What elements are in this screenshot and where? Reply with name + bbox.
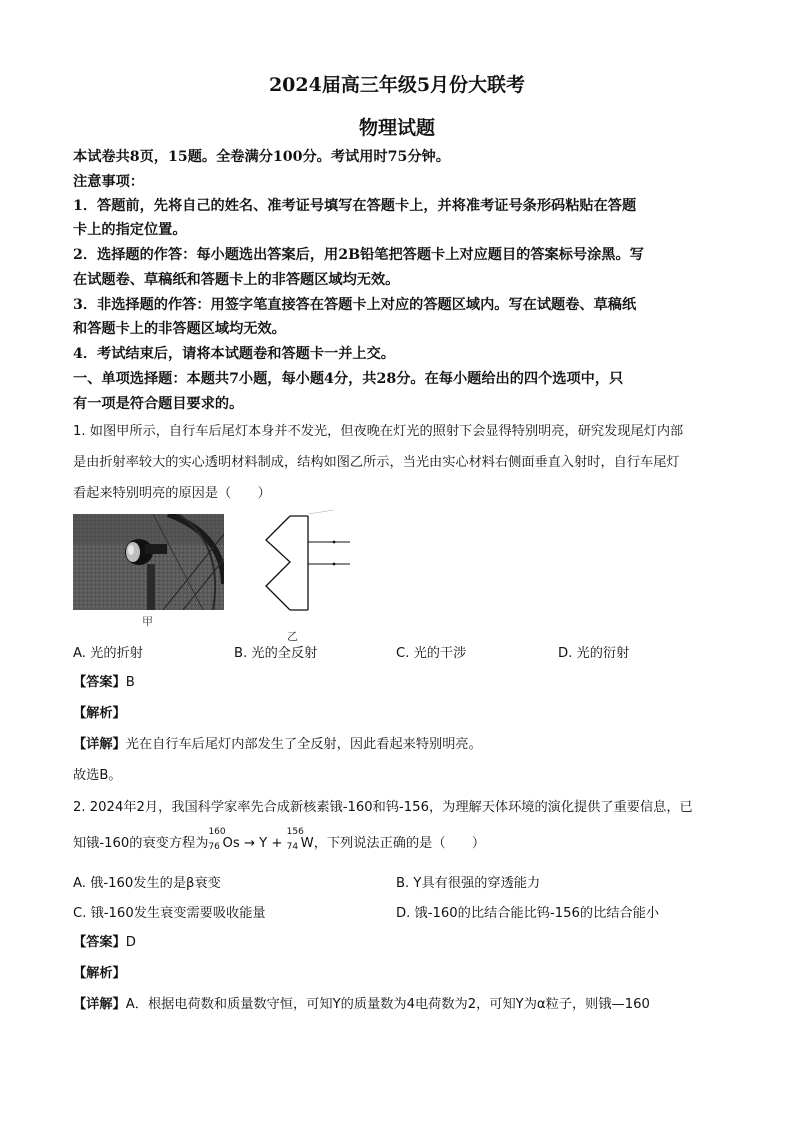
q2-answer [73, 933, 136, 953]
q2-analysis-label: 【解析】 [73, 966, 126, 981]
q1-stem-line-2: 是由折射率较大的实心透明材料制成，结构如图乙所示，当光由实心材料右侧面垂直入射时，自行车尾灯 [73, 455, 680, 470]
q2-detail-text: A．根据电荷数和质量数守恒，可知Y的质量数为4电荷数为2，可知Y为α粒子，则锇—160 [125, 997, 650, 1012]
notice-item-2-line-1: 2．选择题的作答：每小题选出答案后，用2B铅笔把答题卡上对应题目的答案标号涂黑。写 [73, 247, 644, 263]
q2-stem-pre: 知锇-160的衰变方程为 [73, 836, 209, 851]
q2-option-b[interactable]: B. Y具有很强的穿透能力 [396, 876, 541, 891]
q1-option-c[interactable]: C. 光的干涉 [396, 646, 467, 661]
q2-stem-line-1: 2. 2024年2月，我国科学家率先合成新核素锇-160和钨-156，为理解天体环境的演化提供了重要信息，已 [73, 800, 693, 815]
q2-option-d[interactable]: D. 饿-160的比结合能比钨-156的比结合能小 [396, 906, 660, 921]
notice-item-4: 4．考试结束后，请将本试题卷和答题卡一并上交。 [73, 346, 395, 362]
notice-heading: 注意事项： [73, 174, 144, 190]
w-charge-number: 74 [286, 842, 299, 852]
notice-item-3-line-1: 3．非选择题的作答：用签字笔直接答在答题卡上对应的答题区域内。写在试题卷、草稿纸 [73, 297, 637, 313]
q1-stem-line-3: 看起来特别明亮的原因是（ ） [73, 486, 271, 501]
w-symbol: W [300, 836, 314, 851]
section-heading-line-2: 有一项是符合题目要求的。 [73, 396, 244, 412]
q1-detail [73, 735, 482, 755]
decay-arrow: → Y + [239, 836, 287, 851]
q1-detail-text: 光在自行车后尾灯内部发生了全反射，因此看起来特别明亮。 [125, 737, 482, 752]
q1-answer [73, 673, 135, 693]
notice-item-2-line-2: 在试题卷、草稿纸和答题卡上的非答题区域均无效。 [73, 272, 400, 288]
q2-stem-post: ，下列说法正确的是（ ） [313, 836, 486, 851]
q1-detail-tag: 【详解】 [73, 737, 126, 752]
os-mass-number: 160 [208, 827, 226, 837]
exam-overview: 本试卷共8页，15题。全卷满分100分。考试用时75分钟。 [73, 149, 450, 165]
q1-option-b[interactable]: B. 光的全反射 [234, 646, 318, 661]
section-heading-line-1: 一、单项选择题：本题共7小题，每小题4分，共28分。在每小题给出的四个选项中，只 [73, 371, 624, 387]
q1-analysis-label: 【解析】 [73, 706, 126, 721]
q2-stem-line-2 [73, 827, 486, 854]
notice-item-1-line-1: 1．答题前，先将自己的姓名、准考证号填写在答题卡上，并将准考证号条形码粘贴在答题 [73, 198, 637, 214]
q1-option-d[interactable]: D. 光的衍射 [558, 646, 630, 661]
notice-item-1-line-2: 卡上的指定位置。 [73, 222, 187, 238]
q2-option-a[interactable]: A. 俄-160发生的是β衰变 [73, 876, 221, 891]
os-charge-number: 76 [208, 842, 220, 852]
subject-title: 物理试题 [358, 117, 435, 139]
q1-answer-value: B [125, 675, 135, 690]
figure-a-taillight-photo [73, 514, 224, 610]
exam-title: 2024届高三年级5月份大联考 [268, 74, 526, 96]
q1-analysis-tag [73, 704, 126, 724]
q2-detail [73, 995, 650, 1015]
figure-a-caption: 甲 [142, 615, 153, 628]
q1-conclusion: 故选B。 [73, 768, 122, 783]
figure-b-caption: 乙 [287, 630, 298, 643]
figure-b-taillight-structure [250, 508, 360, 628]
q2-answer-tag: 【答案】 [73, 935, 126, 950]
q2-detail-tag: 【详解】 [73, 997, 126, 1012]
tungsten-nuclide [286, 827, 314, 854]
q2-analysis-tag [73, 964, 126, 984]
q1-stem-line-1: 1. 如图甲所示，自行车后尾灯本身并不发光，但夜晚在灯光的照射下会显得特别明亮，研究发现尾灯内部 [73, 424, 684, 439]
notice-item-3-line-2: 和答题卡上的非答题区域均无效。 [73, 321, 286, 337]
q2-answer-value: D [125, 935, 136, 950]
q1-answer-tag: 【答案】 [73, 675, 126, 690]
osmium-nuclide [208, 827, 240, 854]
q1-option-a[interactable]: A. 光的折射 [73, 646, 143, 661]
q2-option-c[interactable]: C. 锇-160发生衰变需要吸收能量 [73, 906, 266, 921]
os-symbol: Os [222, 836, 240, 851]
w-mass-number: 156 [286, 827, 304, 837]
